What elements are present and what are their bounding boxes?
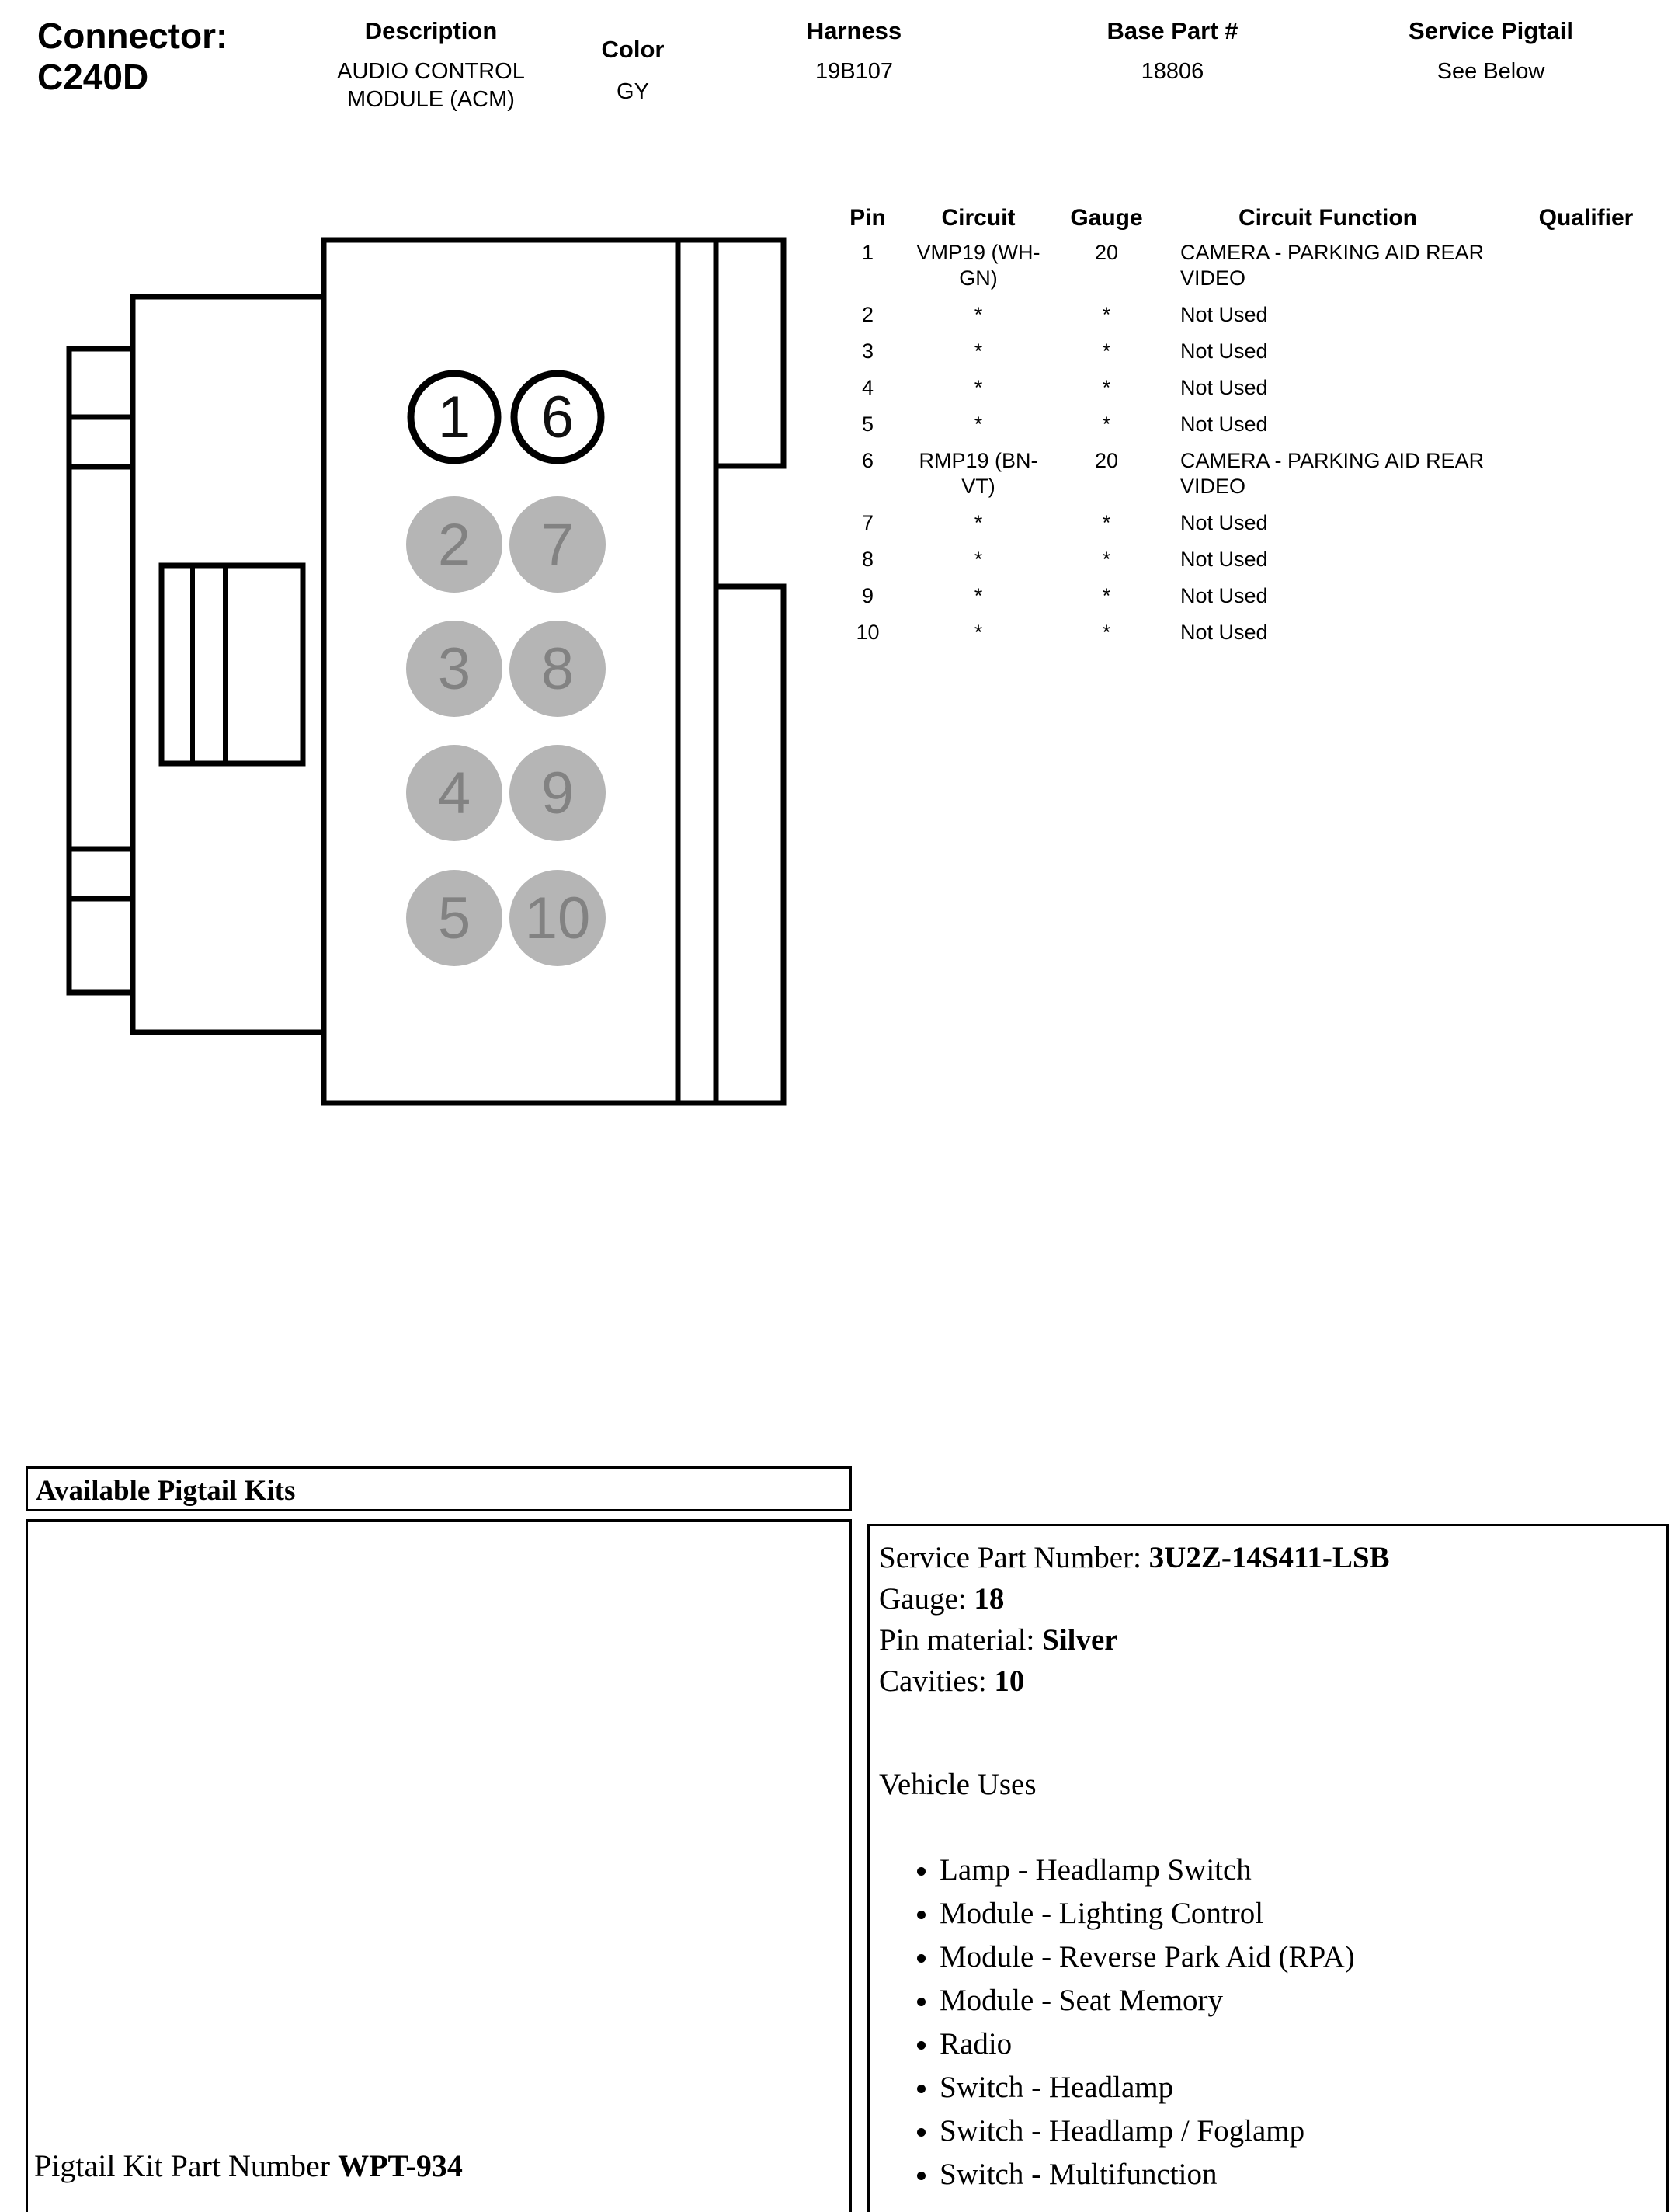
pin-4-number: 4 — [437, 760, 471, 826]
qualifier-cell — [1503, 412, 1669, 448]
pin-6-number: 6 — [540, 384, 575, 450]
vehicle-uses-list — [879, 1849, 1659, 2196]
description-value: AUDIO CONTROL MODULE (ACM) — [337, 59, 525, 112]
gauge-cell: * — [1102, 376, 1111, 399]
vehicle-uses-title: Vehicle Uses — [879, 1768, 1037, 1801]
function-cell: Not Used — [1180, 584, 1268, 607]
pigtail-kit-cell — [26, 1519, 852, 2212]
gauge-line — [879, 1578, 1659, 1619]
vehicle-use-item: • Lamp - Headlamp Switch — [940, 1849, 1659, 1892]
qualifier-cell — [1503, 302, 1669, 339]
pin-cell: 3 — [861, 339, 874, 363]
service-pigtail-value: See Below — [1437, 59, 1545, 84]
color-value: GY — [617, 79, 649, 104]
circuit-cell: VMP19 (WH-GN) — [916, 241, 1040, 290]
pin-3-number: 3 — [437, 636, 471, 702]
qualifier-cell — [1503, 339, 1669, 375]
pin-cell: 10 — [856, 621, 880, 644]
pigtail-kit-part-number-label: Pigtail Kit Part Number — [34, 2148, 339, 2183]
pin-cell: 4 — [861, 376, 874, 399]
function-cell: Not Used — [1180, 339, 1268, 363]
gauge-cell: 20 — [1094, 449, 1119, 472]
vehicle-use-item: • Module - Lighting Control — [940, 1892, 1659, 1936]
qualifier-cell — [1503, 240, 1669, 302]
pin-circle-10 — [509, 870, 606, 966]
pin-circle-5 — [406, 870, 502, 966]
connector-outline-svg — [62, 233, 792, 1118]
gauge-cell: * — [1102, 412, 1111, 436]
pin-table-header-circuit: Circuit — [941, 205, 1016, 231]
pin-circle-7 — [509, 496, 606, 593]
color-label: Color — [601, 36, 665, 63]
circuit-cell: RMP19 (BN-VT) — [919, 449, 1038, 498]
function-cell: CAMERA - PARKING AID REAR VIDEO — [1180, 241, 1485, 290]
function-cell: Not Used — [1180, 303, 1268, 326]
pin-circle-4 — [406, 745, 502, 841]
pin-cell: 1 — [861, 241, 874, 264]
header-col-color — [575, 36, 691, 106]
vehicle-use-item: • Module - Seat Memory — [940, 1979, 1659, 2022]
function-cell: Not Used — [1180, 376, 1268, 399]
function-cell: Not Used — [1180, 412, 1268, 436]
gauge-value: 18 — [974, 1582, 1005, 1616]
circuit-cell: * — [974, 412, 983, 436]
circuit-cell: * — [974, 584, 983, 607]
qualifier-cell — [1503, 375, 1669, 412]
vehicle-use-item: • Switch - Headlamp / Foglamp — [940, 2109, 1659, 2153]
service-part-details-cell — [867, 1524, 1669, 2212]
circuit-cell: * — [974, 621, 983, 644]
service-pigtail-label: Service Pigtail — [1409, 17, 1573, 44]
pin-8-number: 8 — [540, 636, 575, 702]
pin-table-header-qualifier: Qualifier — [1538, 205, 1634, 231]
available-pigtail-kits-header: Available Pigtail Kits — [26, 1466, 852, 1511]
qualifier-cell — [1503, 620, 1669, 656]
pin-2-number: 2 — [437, 512, 471, 578]
base-part-value: 18806 — [1141, 59, 1204, 84]
pin-circle-9 — [509, 745, 606, 841]
connector-diagram — [62, 233, 792, 1118]
gauge-cell: * — [1102, 511, 1111, 534]
circuit-cell: * — [974, 511, 983, 534]
pin-cell: 2 — [861, 303, 874, 326]
pin-cell: 6 — [861, 449, 874, 472]
pin-5-number: 5 — [437, 885, 471, 951]
pin-10-number: 10 — [524, 885, 591, 951]
pin-cell: 7 — [861, 511, 874, 534]
harness-value: 19B107 — [815, 59, 893, 84]
gauge-label: Gauge: — [879, 1582, 974, 1616]
pin-circle-8 — [509, 621, 606, 717]
pin-material-line — [879, 1619, 1659, 1661]
pin-circle-1 — [411, 374, 498, 461]
pigtail-kit-part-number-value: WPT-934 — [338, 2148, 463, 2183]
pin-material-value: Silver — [1042, 1623, 1118, 1657]
pin-cell: 5 — [861, 412, 874, 436]
cavities-value: 10 — [994, 1664, 1025, 1698]
function-cell: Not Used — [1180, 511, 1268, 534]
qualifier-cell — [1503, 547, 1669, 583]
header-col-base-part — [1056, 17, 1289, 85]
cavities-label: Cavities: — [879, 1664, 995, 1698]
pin-table-header-pin: Pin — [849, 205, 886, 231]
connector-id: C240D — [37, 57, 149, 97]
circuit-cell: * — [974, 376, 983, 399]
qualifier-cell — [1503, 448, 1669, 510]
gauge-cell: 20 — [1094, 241, 1119, 264]
cavities-line — [879, 1661, 1659, 1702]
header-col-harness — [738, 17, 971, 85]
circuit-cell: * — [974, 303, 983, 326]
service-part-number-label: Service Part Number: — [879, 1541, 1149, 1574]
pin-table — [839, 205, 1669, 656]
pin-7-number: 7 — [540, 512, 575, 578]
base-part-label: Base Part # — [1106, 17, 1238, 44]
pin-material-label: Pin material: — [879, 1623, 1043, 1657]
description-label: Description — [364, 17, 498, 44]
qualifier-cell — [1503, 510, 1669, 547]
function-cell: Not Used — [1180, 621, 1268, 644]
gauge-cell: * — [1102, 339, 1111, 363]
connector-label: Connector: — [37, 16, 228, 56]
gauge-cell: * — [1102, 548, 1111, 571]
header-col-service-pigtail — [1359, 17, 1623, 85]
vehicle-use-item: • Switch - Headlamp — [940, 2066, 1659, 2109]
vehicle-use-item: • Switch - Multifunction — [940, 2153, 1659, 2196]
pin-1-number: 1 — [437, 384, 471, 450]
pin-circle-6 — [514, 374, 601, 461]
service-part-number-line — [879, 1537, 1659, 1578]
pin-table-header-gauge: Gauge — [1070, 205, 1143, 231]
qualifier-cell — [1503, 583, 1669, 620]
function-cell: Not Used — [1180, 548, 1268, 571]
pin-cell: 9 — [861, 584, 874, 607]
vehicle-use-item: • Radio — [940, 2022, 1659, 2066]
circuit-cell: * — [974, 339, 983, 363]
pin-table-header-function: Circuit Function — [1238, 205, 1417, 231]
header-col-description — [291, 17, 571, 113]
service-part-number-value: 3U2Z-14S411-LSB — [1148, 1541, 1390, 1574]
connector-title — [37, 16, 228, 98]
pin-circle-2 — [406, 496, 502, 593]
harness-label: Harness — [806, 17, 902, 44]
gauge-cell: * — [1102, 584, 1111, 607]
pin-circle-3 — [406, 621, 502, 717]
pin-cell: 8 — [861, 548, 874, 571]
gauge-cell: * — [1102, 303, 1111, 326]
circuit-cell: * — [974, 548, 983, 571]
gauge-cell: * — [1102, 621, 1111, 644]
pigtail-kit-part-number-line — [34, 2148, 463, 2184]
vehicle-use-item: • Module - Reverse Park Aid (RPA) — [940, 1936, 1659, 1979]
pin-9-number: 9 — [540, 760, 575, 826]
function-cell: CAMERA - PARKING AID REAR VIDEO — [1180, 449, 1485, 498]
